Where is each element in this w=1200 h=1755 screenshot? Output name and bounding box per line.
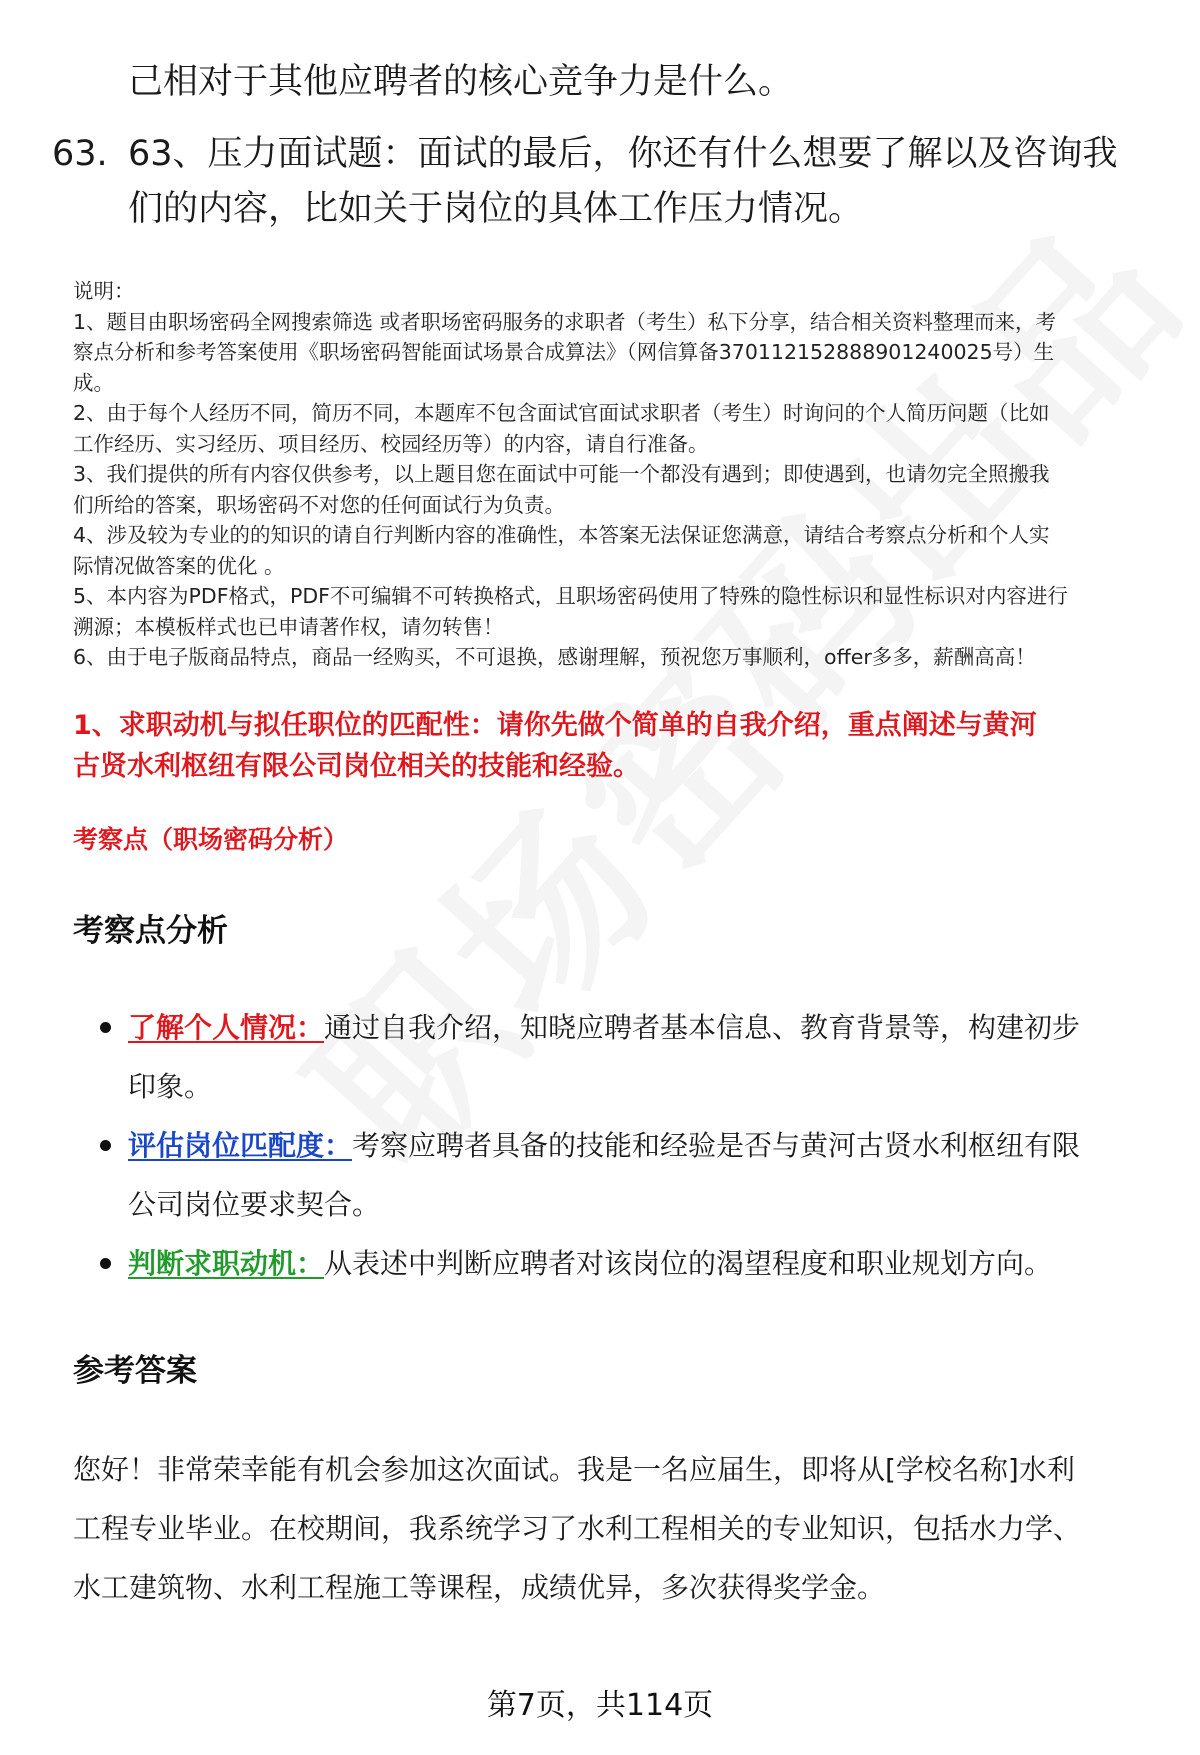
page-footer: 第7页，共114页	[486, 1688, 714, 1723]
answer-line: 水工建筑物、水利工程施工等课程，成绩优异，多次获得奖学金。	[73, 1571, 886, 1604]
item-63-line-2: 们的内容，比如关于岗位的具体工作压力情况。	[128, 189, 864, 229]
notes-line: 际情况做答案的优化 。	[73, 553, 285, 578]
notes-line: 5、本内容为PDF格式，PDF不可编辑不可转换格式，且职场密码使用了特殊的隐性标识和显性标识对内容进行	[73, 584, 1068, 608]
notes-line: 1、题目由职场密码全网搜索筛选 或者职场密码服务的求职者（考生）私下分享，结合相关资料整理而来，考	[73, 309, 1057, 334]
bullet-text: 考察应聘者具备的技能和经验是否与黄河古贤水利枢纽有限	[352, 1129, 1081, 1162]
bullet-text-cont: 印象。	[128, 1070, 213, 1103]
bullet-text: 通过自我介绍，知晓应聘者基本信息、教育背景等，构建初步	[324, 1011, 1081, 1044]
answer-heading: 参考答案	[73, 1353, 197, 1389]
question-line-1: 1、求职动机与拟任职位的匹配性：请你先做个简单的自我介绍，重点阐述与黄河	[73, 710, 1037, 741]
analysis-list	[73, 998, 1163, 1293]
bullet-dot-icon	[100, 1140, 111, 1151]
notes-line: 溯源；本模板样式也已申请著作权，请勿转售！	[73, 614, 504, 639]
notes-line: 2、由于每个人经历不同，简历不同，本题库不包含面试官面试求职者（考生）时询问的个人简历问题（比如	[73, 401, 1050, 425]
bullet-keyword: 判断求职动机：	[128, 1247, 325, 1280]
notes-line: 4、涉及较为专业的的知识的请自行判断内容的准确性，本答案无法保证您满意，请结合考察点分析和个人实	[73, 523, 1050, 547]
bullet-keyword: 评估岗位匹配度：	[128, 1129, 353, 1162]
bullet-dot-icon	[100, 1022, 111, 1033]
list-item	[73, 1234, 1163, 1293]
notes-block	[73, 276, 1163, 673]
bullet-text-cont: 公司岗位要求契合。	[128, 1188, 381, 1221]
answer-line: 工程专业毕业。在校期间，我系统学习了水利工程相关的专业知识，包括水力学、	[73, 1512, 1082, 1545]
list-item	[73, 1116, 1163, 1234]
answer-line: 您好！非常荣幸能有机会参加这次面试。我是一名应届生，即将从[学校名称]水利	[73, 1453, 1075, 1486]
notes-title: 说明：	[73, 279, 135, 303]
item-63-number: 63.	[52, 134, 108, 174]
answer-body	[73, 1440, 1153, 1617]
notes-line: 6、由于电子版商品特点，商品一经购买，不可退换，感谢理解，预祝您万事顺利，offer多多，薪酬高高！	[73, 645, 1036, 669]
question-title	[73, 705, 1153, 787]
item-63-line-1: 63、压力面试题：面试的最后，你还有什么想要了解以及咨询我	[128, 134, 1118, 174]
bullet-keyword: 了解个人情况：	[128, 1011, 325, 1044]
bullet-dot-icon	[100, 1258, 111, 1269]
item-62-tail-text: 己相对于其他应聘者的核心竞争力是什么。	[128, 62, 794, 102]
kaocha-label: 考察点（职场密码分析）	[73, 825, 349, 854]
notes-line: 们所给的答案，职场密码不对您的任何面试行为负责。	[73, 492, 565, 517]
notes-line: 察点分析和参考答案使用《职场密码智能面试场景合成算法》（网信算备370112152888901240025号）生	[73, 340, 1055, 364]
notes-line: 3、我们提供的所有内容仅供参考，以上题目您在面试中可能一个都没有遇到；即使遇到，也请勿完全照搬我	[73, 462, 1050, 486]
analysis-heading: 考察点分析	[73, 913, 228, 949]
notes-line: 成。	[73, 370, 114, 395]
question-line-2: 古贤水利枢纽有限公司岗位相关的技能和经验。	[73, 751, 640, 782]
notes-line: 工作经历、实习经历、项目经历、校园经历等）的内容，请自行准备。	[73, 431, 709, 456]
bullet-text: 从表述中判断应聘者对该岗位的渴望程度和职业规划方向。	[324, 1247, 1053, 1280]
list-item	[73, 998, 1163, 1116]
